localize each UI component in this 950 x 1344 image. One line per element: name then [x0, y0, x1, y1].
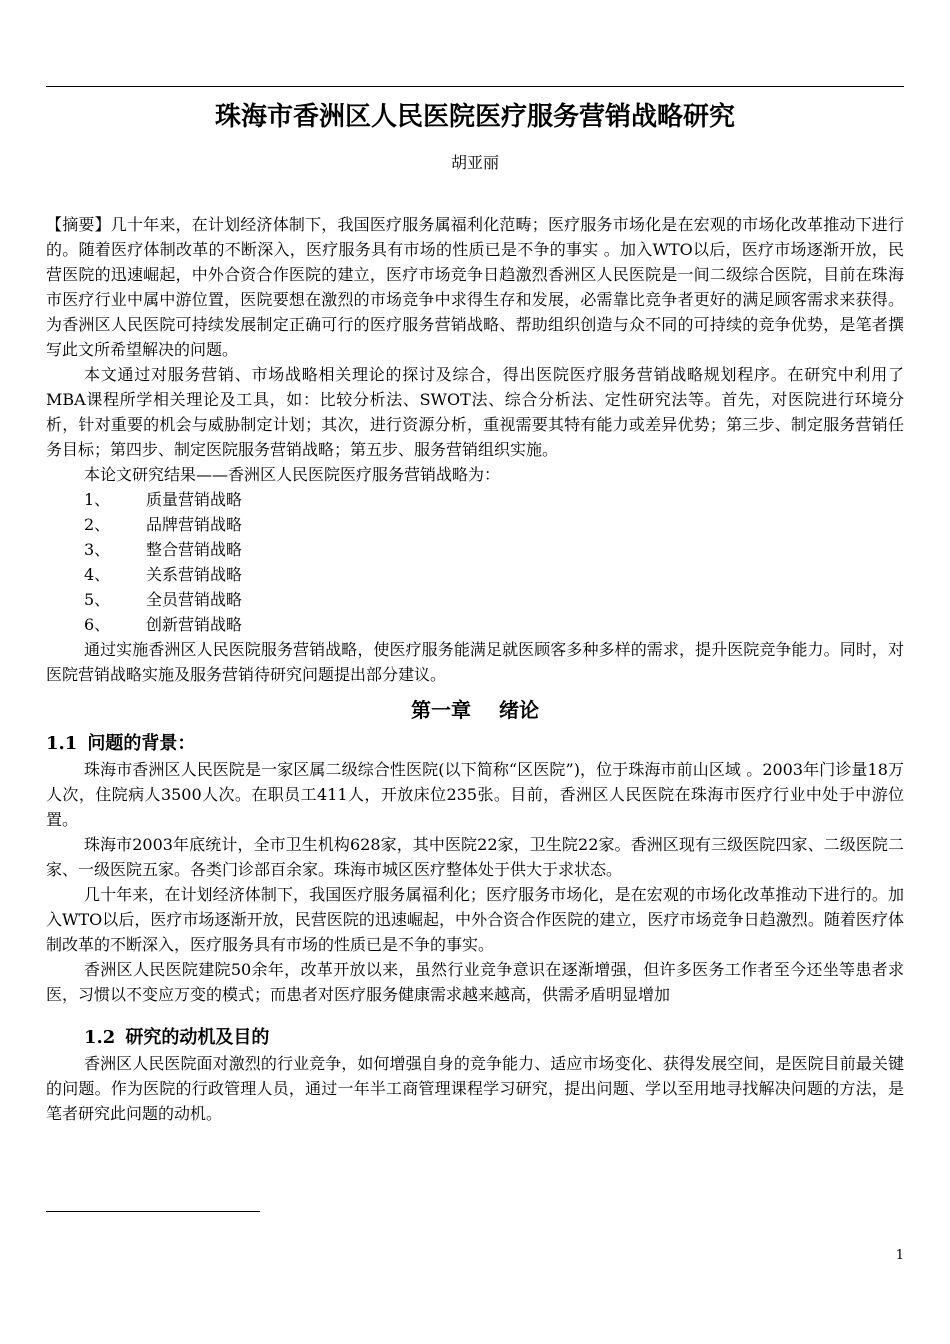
section-number: 1.1	[46, 733, 78, 754]
list-item	[46, 612, 904, 637]
list-item	[46, 512, 904, 537]
abstract-paragraph-1	[46, 212, 904, 362]
abstract-text-1: 几十年来，在计划经济体制下，我国医疗服务属福利化范畴；医疗服务市场化是在宏观的市场化改革推动下进行的。随着医疗体制改革的不断深入，医疗服务具有市场的性质已是不争的事实 。加入WTO以后，医疗市场逐渐开放，民营医院的迅速崛起，中外合资合作医院的建立，医疗市场竞争日趋激烈香洲区人民医院是一间二级综合医院，目前在珠海市医疗行业中属中游位置，医院要想在激烈的市场竞争中求得生存和发展，必需靠比竞争者更好的满足顾客需求来获得。为香洲区人民医院可持续发展制定正确可行的医疗服务营销战略、帮助组织创造与众不同的可持续的竞争优势，是笔者撰写此文所希望解决的问题。	[46, 215, 904, 359]
list-item-text: 质量营销战略	[146, 490, 243, 509]
list-item	[46, 537, 904, 562]
author-name: 胡亚丽	[450, 153, 499, 172]
section-1-1-paragraph-4: 香洲区人民医院建院50余年，改革开放以来，虽然行业竞争意识在逐渐增强，但许多医务工作者至今还坐等患者求医，习惯以不变应万变的模式；而患者对医疗服务健康需求越来越高，供需矛盾明显增加	[46, 960, 904, 1004]
list-item-number: 6、	[84, 615, 111, 634]
list-item-text: 全员营销战略	[146, 590, 243, 609]
header-rule	[46, 86, 904, 87]
list-item	[46, 562, 904, 587]
paper-body	[46, 212, 904, 1126]
section-heading-1-2	[46, 1025, 904, 1051]
list-item-text: 整合营销战略	[146, 540, 243, 559]
page-number: 1	[895, 1248, 904, 1263]
list-item	[46, 487, 904, 512]
abstract-paragraph-2: 本文通过对服务营销、市场战略相关理论的探讨及综合，得出医院医疗服务营销战略规划程序。在研究中利用了MBA课程所学相关理论及工具，如：比较分析法、SWOT法、综合分析法、定性研究法等。首先，对医院进行环境分析，针对重要的机会与威胁制定计划；其次，进行资源分析，重视需要其特有能力或差异优势；第三步、制定服务营销任务目标；第四步、制定医院服务营销战略；第五步、服务营销组织实施。	[46, 365, 904, 459]
section-1-1-paragraph-2: 珠海市2003年底统计，全市卫生机构628家，其中医院22家，卫生院22家。香洲区现有三级医院四家、二级医院二家、一级医院五家。各类门诊部百余家。珠海市城区医疗整体处于供大于求状态。	[46, 835, 904, 879]
abstract-paragraph-4: 通过实施香洲区人民医院服务营销战略，使医疗服务能满足就医顾客多种多样的需求，提升医院竞争能力。同时，对医院营销战略实施及服务营销待研究问题提出部分建议。	[46, 640, 904, 684]
list-item-text: 关系营销战略	[146, 565, 243, 584]
section-title: 研究的动机及目的	[125, 1027, 270, 1048]
chapter-name: 绪论	[499, 698, 539, 722]
list-item-text: 创新营销战略	[146, 615, 243, 634]
chapter-number: 第一章	[411, 698, 471, 722]
section-1-1-paragraph-1: 珠海市香洲区人民医院是一家区属二级综合性医院(以下简称“区医院”)，位于珠海市前山区域 。2003年门诊量18万人次，住院病人3500人次。在职员工411人，开放床位235张。目前，香洲区人民医院在珠海市医疗行业中处于中游位置。	[46, 760, 904, 829]
abstract-label: 【摘要】	[46, 215, 111, 234]
list-item-number: 1、	[84, 490, 111, 509]
abstract-paragraph-3: 本论文研究结果——香洲区人民医院医疗服务营销战略为：	[84, 465, 501, 484]
list-item-number: 5、	[84, 590, 111, 609]
footnote-rule	[46, 1211, 260, 1212]
list-item-text: 品牌营销战略	[146, 515, 243, 534]
chapter-heading	[46, 695, 904, 725]
section-1-1-paragraph-3: 几十年来，在计划经济体制下，我国医疗服务属福利化；医疗服务市场化，是在宏观的市场化改革推动下进行的。加入WTO以后，医疗市场逐渐开放，民营医院的迅速崛起，中外合资合作医院的建立，医疗市场竞争日趋激烈。随着医疗体制改革的不断深入，医疗服务具有市场的性质已是不争的事实。	[46, 885, 904, 954]
section-heading-1-1	[46, 731, 904, 757]
section-1-2-paragraph-1: 香洲区人民医院面对激烈的行业竞争，如何增强自身的竞争能力、适应市场变化、获得发展空间，是医院目前最关键的问题。作为医院的行政管理人员，通过一年半工商管理课程学习研究，提出问题、学以至用地寻找解决问题的方法，是笔者研究此问题的动机。	[46, 1054, 904, 1123]
list-item	[46, 587, 904, 612]
list-item-number: 2、	[84, 515, 111, 534]
section-title: 问题的背景：	[87, 733, 196, 754]
list-item-number: 4、	[84, 565, 111, 584]
section-number: 1.2	[84, 1027, 116, 1048]
paper-title: 珠海市香洲区人民医院医疗服务营销战略研究	[214, 102, 735, 132]
list-item-number: 3、	[84, 540, 111, 559]
